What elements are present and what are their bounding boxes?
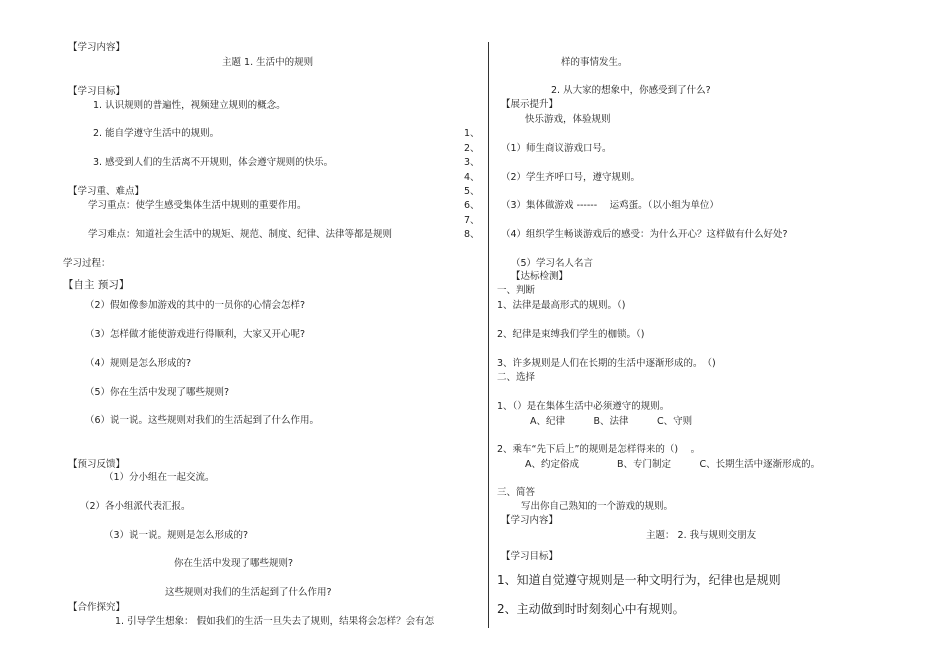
section-heading-goals: 【学习目标】 [68,86,126,97]
section-heading-feedback: 【预习反馈】 [68,459,126,470]
test-section-2: 二、选择 [497,372,536,383]
answer-item-1: 写出你自己熟知的一个游戏的规则。 [521,501,674,512]
choice-item-1: 1、（）是在集体生活中必须遵守的规则。 [497,401,670,412]
column-divider [488,42,489,628]
preview-item-3: （3）怎样做才能使游戏进行得顺利，大家又开心呢? [85,329,306,340]
goal-2: 2. 能自学遵守生活中的规则。 [93,128,220,139]
hard-point: 学习难点：知道社会生活中的规矩、规范、制度、纪律、法律等都是规则 [88,229,393,240]
preview-item-5: （5）你在生活中发现了哪些规则? [85,387,230,398]
test-section-1: 一、判断 [497,285,536,296]
feedback-item-2: （2）各小组派代表汇报。 [80,501,191,512]
coop-item-1: 1. 引导学生想象： 假如我们的生活一旦失去了规则，结果将会怎样？会有怎 [115,616,435,627]
section-heading-goals-2: 【学习目标】 [501,551,559,562]
section-heading-coop: 【合作探究】 [68,602,126,613]
section-heading-show: 【展示提升】 [501,99,559,110]
section-heading-content: 【学习内容】 [68,42,126,53]
judge-item-1: 1、法律是最高形式的规则。（) [497,300,626,311]
topic-title: 主题 1. 生活中的规则 [222,57,314,68]
topic-title-2: 主题： 2. 我与规则交朋友 [646,530,757,541]
show-item-2: （2）学生齐呼口号，遵守规则。 [501,172,641,183]
game-title: 快乐游戏，体验规则 [525,114,611,125]
side-number: 6、 [464,200,480,211]
side-number: 1、 [464,128,480,139]
show-item-4: （4）组织学生畅谈游戏后的感受：为什么开心？这样做有什么好处? [501,229,788,240]
feedback-item-1: （1）分小组在一起交流。 [104,472,215,483]
choice-item-1-options: A、纪律 B、法律 C、守则 [530,416,693,427]
goal-1: 1. 认识规则的普遍性，视频建立规则的概念。 [93,100,286,111]
show-item-1: （1）师生商议游戏口号。 [501,143,612,154]
section-heading-key: 【学习重、难点】 [68,186,145,197]
test-section-3: 三、简答 [497,487,536,498]
key-point: 学习重点：使学生感受集体生活中规则的重要作用。 [88,200,307,211]
side-number: 3、 [464,157,480,168]
side-number: 2、 [464,143,480,154]
goal-2-1: 1、知道自觉遵守规则是一种文明行为，纪律也是规则 [497,573,781,587]
judge-item-3: 3、许多规则是人们在长期的生活中逐渐形成的。 （) [497,358,716,369]
choice-item-2: 2、乘车“先下后上”的规则是怎样得来的（) 。 [497,444,701,455]
section-heading-content-2: 【学习内容】 [501,515,559,526]
goal-2-2: 2、主动做到时时刻刻心中有规则。 [497,602,685,616]
side-number: 5、 [464,186,480,197]
show-item-5: （5）学习名人名言 [511,258,594,269]
section-heading-test: 【达标检测】 [511,271,569,282]
feedback-item-3b: 你在生活中发现了哪些规则? [174,558,294,569]
judge-item-2: 2、纪律是束缚我们学生的枷锁。（) [497,329,645,340]
process-label: 学习过程： [63,258,111,269]
goal-3: 3. 感受到人们的生活离不开规则，体会遵守规则的快乐。 [93,157,334,168]
coop-item-2: 2. 从大家的想象中，你感受到了什么? [551,85,711,96]
choice-item-2-options: A、约定俗成 B、专门制定 C、长期生活中逐渐形成的。 [525,459,821,470]
side-number: 8、 [464,229,480,240]
section-heading-preview: 【自主 预习】 [63,279,130,291]
feedback-item-3: （3）说一说。规则是怎么形成的? [104,530,249,541]
preview-item-2: （2）假如像参加游戏的其中的一员你的心情会怎样? [85,300,306,311]
preview-item-6: （6）说一说。这些规则对我们的生活起到了什么作用。 [85,415,320,426]
show-item-3: （3）集体做游戏 ------ 运鸡蛋。（以小组为单位） [501,200,719,211]
side-number: 7、 [464,215,480,226]
feedback-item-3c: 这些规则对我们的生活起到了什么作用? [165,587,332,598]
coop-item-1-continued: 样的事情发生。 [561,57,628,68]
preview-item-4: （4）规则是怎么形成的? [85,358,192,369]
side-number: 4、 [464,172,480,183]
